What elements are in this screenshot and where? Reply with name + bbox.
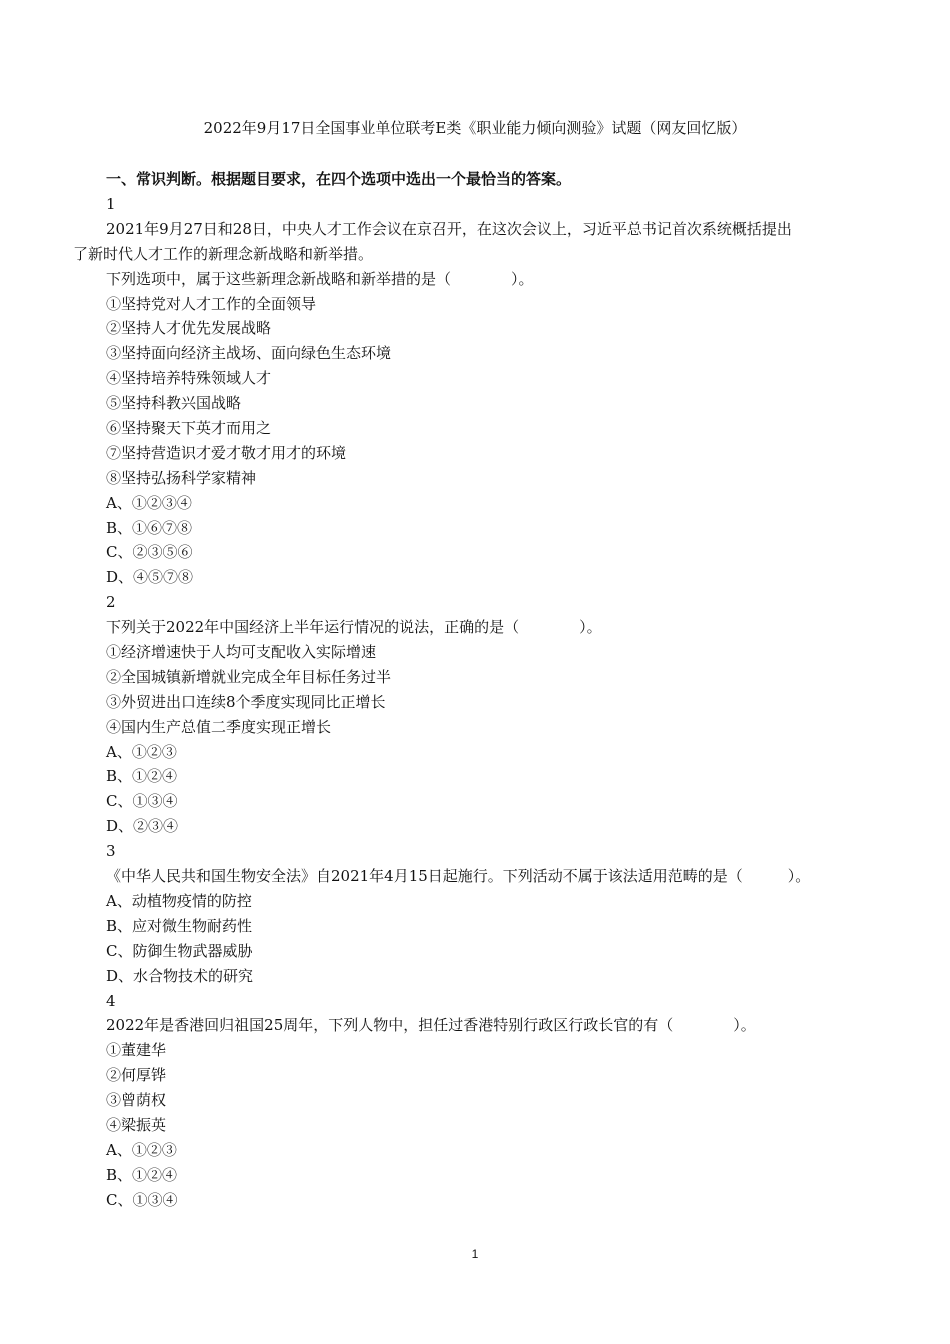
answer-option: C、①③④ (106, 792, 178, 811)
statement: ①坚持党对人才工作的全面领导 (106, 294, 317, 313)
statement: ⑧坚持弘扬科学家精神 (106, 468, 257, 487)
question-number: 1 (106, 195, 116, 213)
question-number: 4 (106, 991, 116, 1010)
question-number: 2 (106, 593, 116, 612)
document-body (73, 192, 883, 1213)
answer-option: D、②③④ (106, 817, 179, 836)
answer-option: D、④⑤⑦⑧ (106, 568, 194, 587)
answer-option: A、①②③ (106, 1140, 177, 1159)
answer-option: D、水合物技术的研究 (106, 966, 254, 985)
statement: ①经济增速快于人均可支配收入实际增速 (106, 643, 377, 662)
question-prompt: 下列选项中，属于这些新理念新战略和新举措的是（ ）。 (106, 269, 534, 288)
answer-option: C、①③④ (106, 1190, 178, 1209)
question-stem: 下列关于2022年中国经济上半年运行情况的说法，正确的是（ ）。 (106, 618, 602, 637)
answer-option: B、①⑥⑦⑧ (106, 518, 193, 537)
statement: ⑦坚持营造识才爱才敬才用才的环境 (106, 443, 347, 462)
statement: ④国内生产总值二季度实现正增长 (106, 717, 332, 736)
statement: ③外贸进出口连续8个季度实现同比正增长 (106, 692, 386, 711)
question-number: 3 (106, 842, 116, 861)
statement: ⑤坚持科教兴国战略 (106, 394, 242, 413)
statement: ③坚持面向经济主战场、面向绿色生态环境 (106, 344, 392, 363)
answer-option: A、动植物疫情的防控 (106, 891, 252, 910)
section-heading: 一、常识判断。根据题目要求，在四个选项中选出一个最恰当的答案。 (106, 170, 572, 188)
statement: ③曾荫权 (106, 1091, 167, 1110)
answer-option: B、①②④ (106, 767, 178, 786)
statement: ①董建华 (106, 1041, 167, 1060)
statement: ④坚持培养特殊领域人才 (106, 369, 272, 388)
statement: ②全国城镇新增就业完成全年目标任务过半 (106, 667, 392, 686)
question-stem-continued: 了新时代人才工作的新理念新战略和新举措。 (73, 244, 374, 263)
statement: ②何厚铧 (106, 1066, 167, 1085)
answer-option: A、①②③ (106, 742, 177, 761)
question-stem: 《中华人民共和国生物安全法》自2021年4月15日起施行。下列活动不属于该法适用范畴的是（ ）。 (106, 867, 811, 886)
page-number: 1 (471, 1247, 479, 1261)
answer-option: B、应对微生物耐药性 (106, 916, 253, 935)
question-stem: 2022年是香港回归祖国25周年，下列人物中，担任过香港特别行政区行政长官的有（ ）。 (106, 1016, 756, 1035)
answer-option: C、防御生物武器威胁 (106, 941, 253, 960)
document-title: 2022年9月17日全国事业单位联考E类《职业能力倾向测验》试题（网友回忆版） (203, 119, 747, 137)
answer-option: A、①②③④ (106, 493, 192, 512)
answer-option: C、②③⑤⑥ (106, 543, 193, 562)
question-stem: 2021年9月27日和28日，中央人才工作会议在京召开，在这次会议上，习近平总书记首次系统概括提出 (106, 219, 792, 238)
statement: ⑥坚持聚天下英才而用之 (106, 419, 272, 438)
statement: ②坚持人才优先发展战略 (106, 319, 272, 338)
statement: ④梁振英 (106, 1115, 167, 1134)
answer-option: B、①②④ (106, 1165, 178, 1184)
